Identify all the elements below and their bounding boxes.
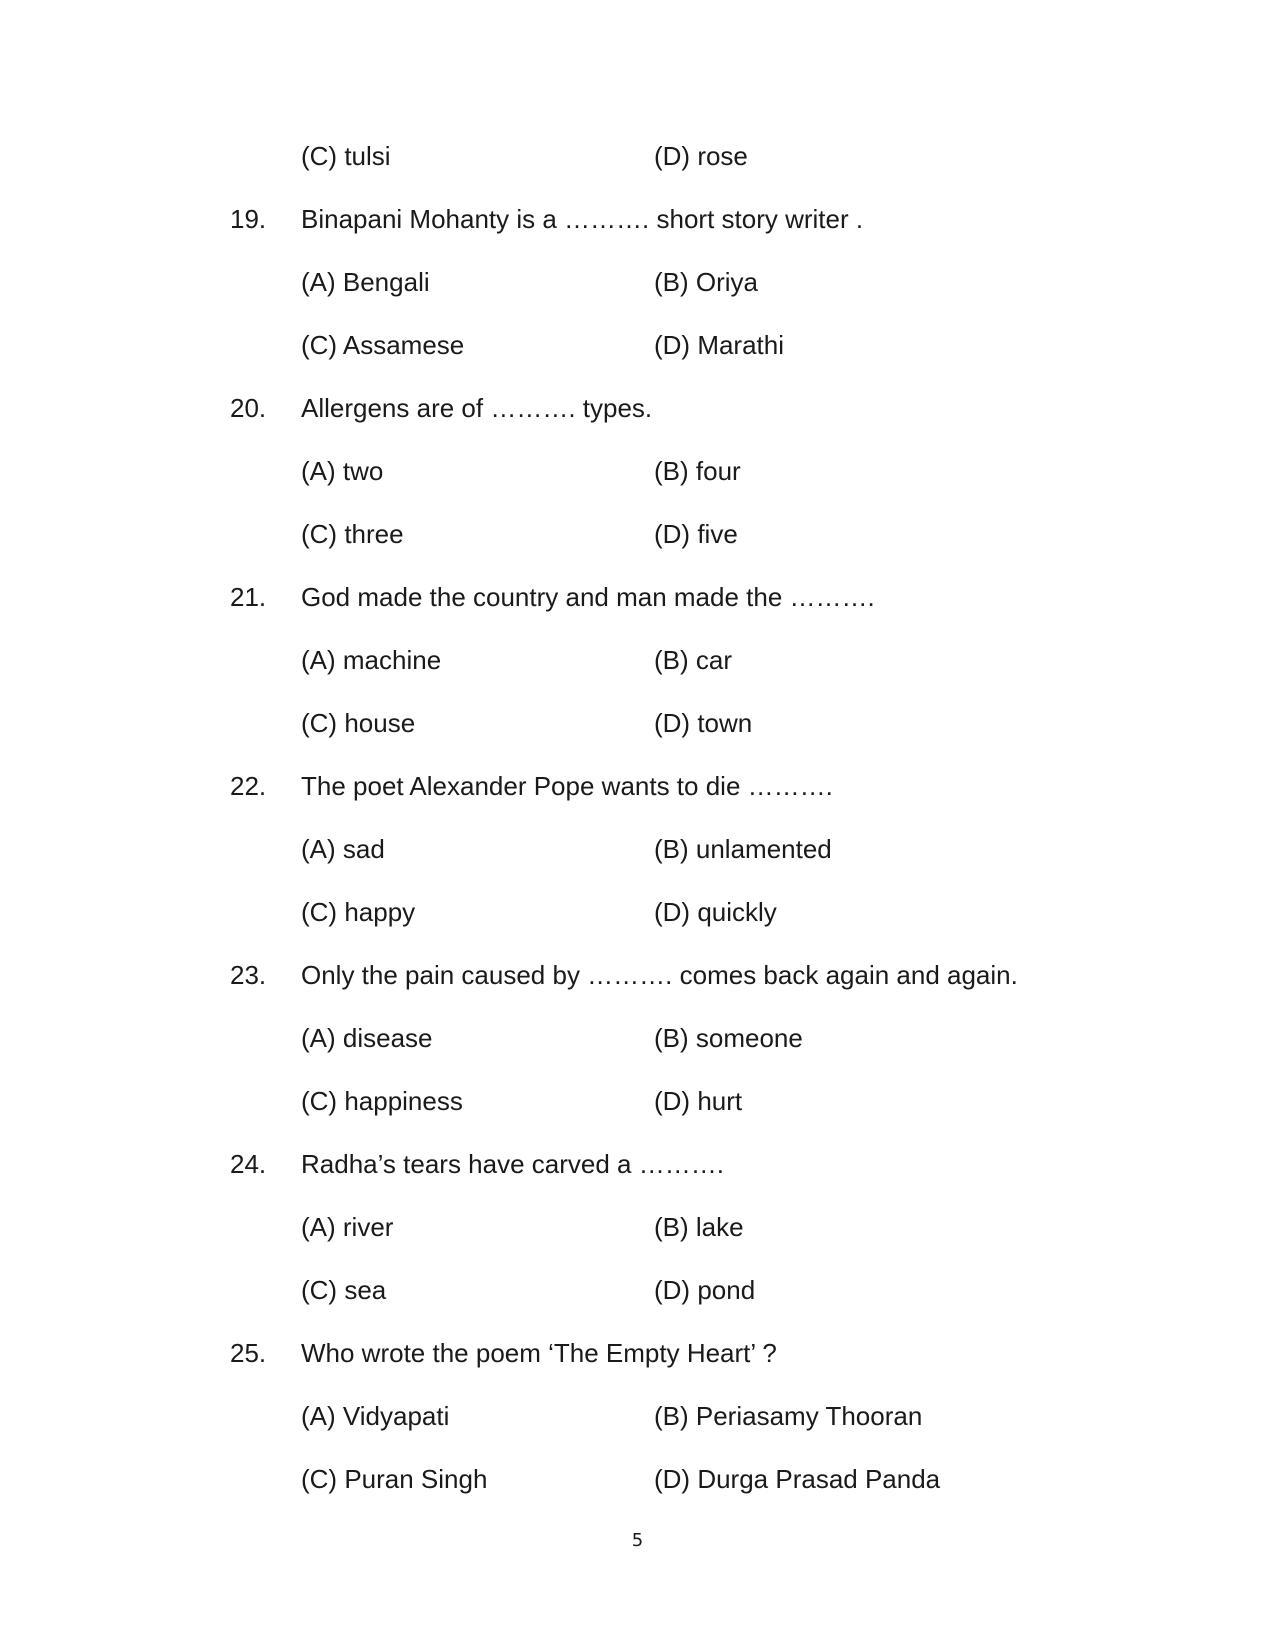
option-a: (A) two: [301, 456, 384, 486]
option-a: (A) river: [301, 1212, 394, 1242]
option-b: (B) Periasamy Thooran: [654, 1401, 923, 1431]
option-d: (D) pond: [654, 1275, 756, 1305]
option-b: (B) lake: [654, 1212, 744, 1242]
question-text: The poet Alexander Pope wants to die ……….: [301, 771, 833, 801]
option-d: (D) hurt: [654, 1086, 743, 1116]
option-c: (C) happy: [301, 897, 416, 927]
option-b: (B) car: [654, 645, 732, 675]
option-b: (B) Oriya: [654, 267, 758, 297]
option-c: (C) Puran Singh: [301, 1464, 488, 1494]
question-number: 19.: [230, 204, 267, 234]
question-number: 24.: [230, 1149, 267, 1179]
option-d: (D) quickly: [654, 897, 777, 927]
option-c: (C) house: [301, 708, 416, 738]
option-b: (B) someone: [654, 1023, 803, 1053]
question-text: Binapani Mohanty is a ………. short story writer .: [301, 204, 864, 234]
page-number: 5: [631, 1530, 644, 1551]
option-d: (D) town: [654, 708, 753, 738]
option-c: (C) sea: [301, 1275, 387, 1305]
option-d: (D) five: [654, 519, 738, 549]
option-a: (A) machine: [301, 645, 442, 675]
question-text: Radha’s tears have carved a ……….: [301, 1149, 724, 1179]
option-b: (B) four: [654, 456, 741, 486]
question-number: 20.: [230, 393, 267, 423]
question-number: 21.: [230, 582, 267, 612]
question-number: 22.: [230, 771, 267, 801]
option-a: (A) Bengali: [301, 267, 430, 297]
option-c-carry: (C) tulsi: [301, 141, 391, 171]
option-c: (C) three: [301, 519, 404, 549]
option-a: (A) disease: [301, 1023, 433, 1053]
option-a: (A) sad: [301, 834, 385, 864]
option-c: (C) Assamese: [301, 330, 465, 360]
question-number: 23.: [230, 960, 267, 990]
question-text: Allergens are of ………. types.: [301, 393, 653, 423]
question-text: Only the pain caused by ………. comes back again and again.: [301, 960, 1018, 990]
option-c: (C) happiness: [301, 1086, 463, 1116]
question-text: Who wrote the poem ‘The Empty Heart’ ?: [301, 1338, 777, 1368]
option-b: (B) unlamented: [654, 834, 832, 864]
option-a: (A) Vidyapati: [301, 1401, 450, 1431]
option-d-carry: (D) rose: [654, 141, 748, 171]
option-d: (D) Durga Prasad Panda: [654, 1464, 941, 1494]
option-d: (D) Marathi: [654, 330, 785, 360]
question-text: God made the country and man made the ……….: [301, 582, 875, 612]
question-number: 25.: [230, 1338, 267, 1368]
